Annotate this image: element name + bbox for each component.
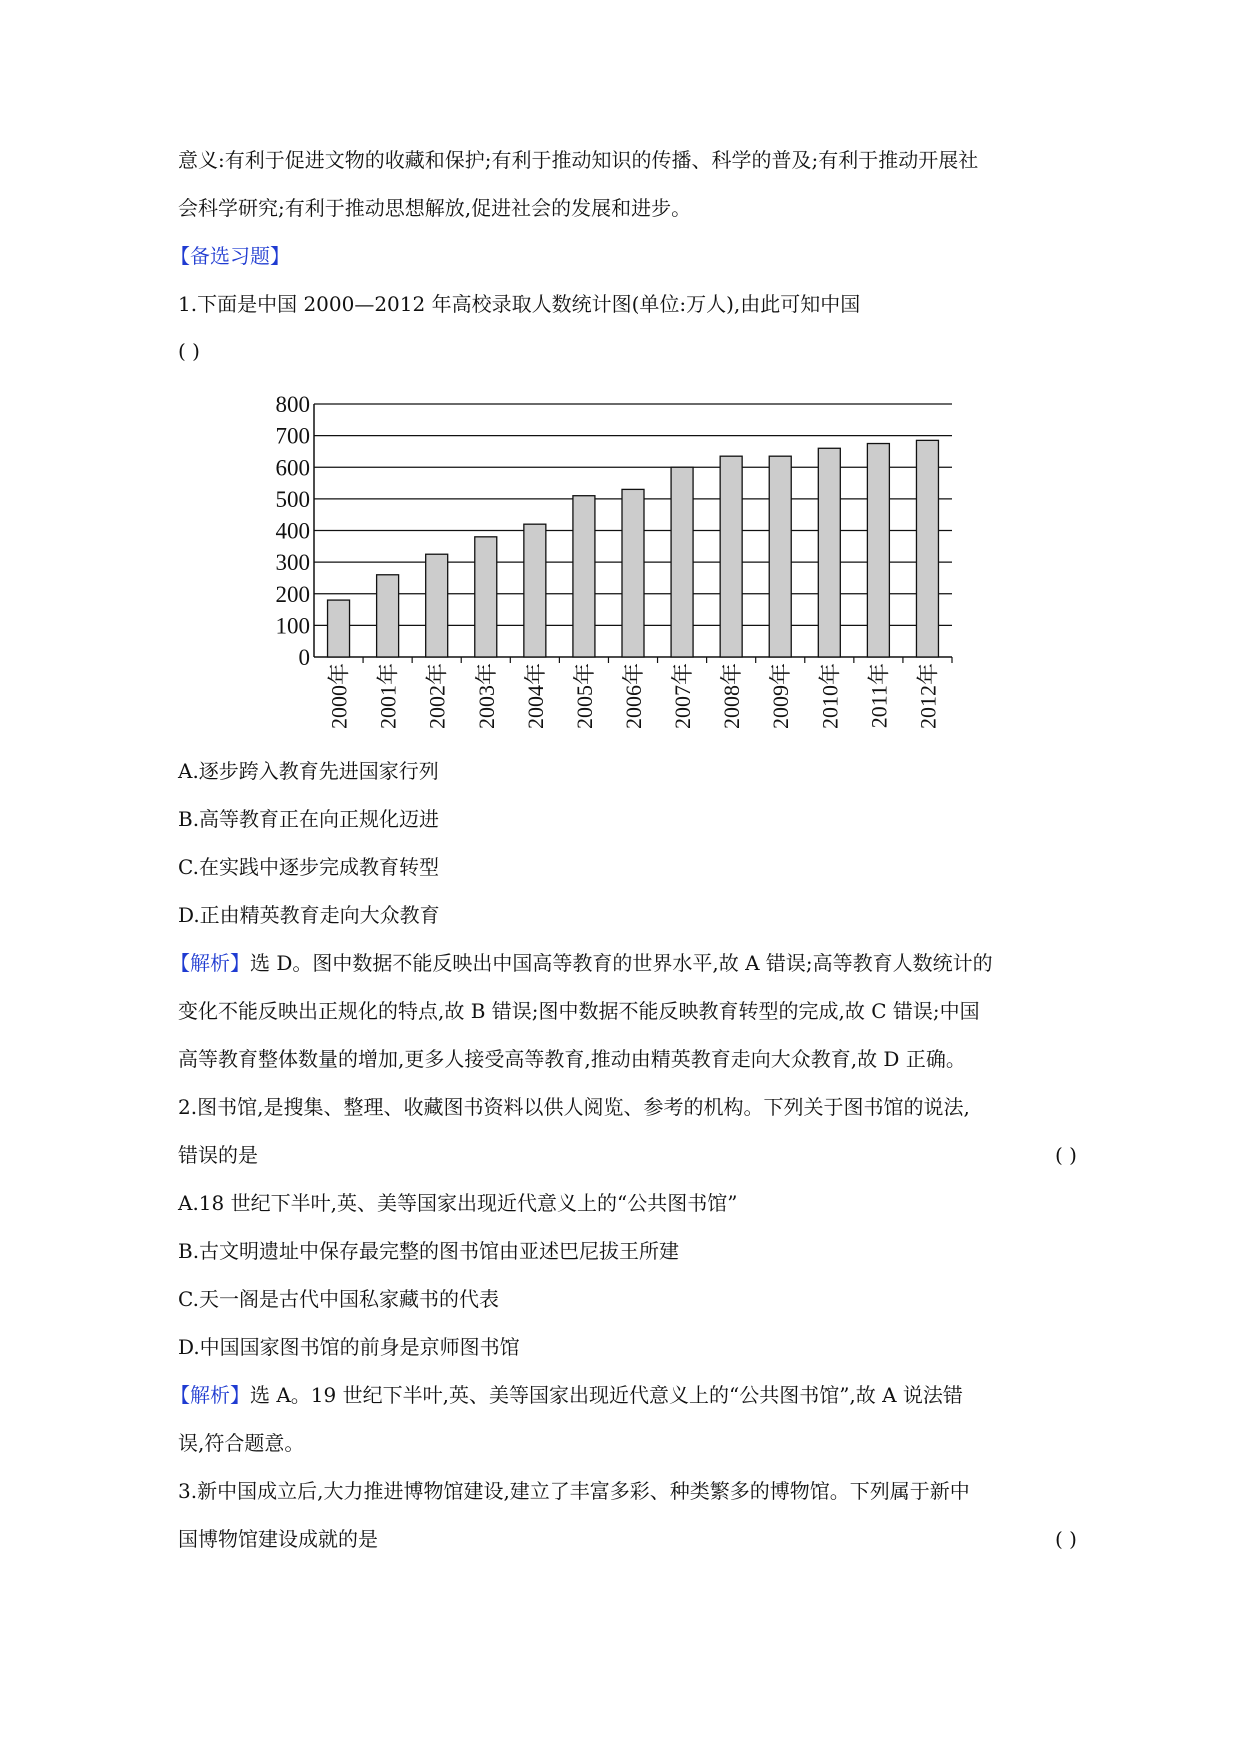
x-tick-label: 2006年: [621, 663, 646, 730]
q1-option-c: C.在实践中逐步完成教育转型: [178, 855, 439, 879]
y-tick-label: 600: [275, 455, 310, 481]
q3-answer-paren: ( ): [1055, 1527, 1077, 1551]
q2-option-d: D.中国国家图书馆的前身是京师图书馆: [178, 1335, 520, 1359]
bar: [328, 600, 350, 657]
q2-analysis-line: 误,符合题意。: [178, 1431, 305, 1455]
bar: [573, 496, 595, 657]
x-tick-label: 2008年: [719, 663, 745, 730]
q1-answer-paren: ( ): [178, 339, 200, 363]
q2-analysis-label: 【解析】: [170, 1383, 250, 1407]
q2-option-c: C.天一阁是古代中国私家藏书的代表: [178, 1287, 499, 1311]
bar: [818, 448, 840, 657]
bar: [524, 524, 546, 657]
q3-stem: 国博物馆建设成就的是: [178, 1527, 378, 1551]
q1-analysis-line: 【解析】选 D。图中数据不能反映出中国高等教育的世界水平,故 A 错误;高等教育人数统计的: [170, 951, 993, 975]
x-tick-label: 2001年: [375, 663, 401, 730]
q2-answer-paren: ( ): [1055, 1143, 1077, 1167]
bar: [867, 444, 889, 657]
y-tick-label: 0: [298, 645, 310, 670]
x-tick-label: 2004年: [522, 663, 548, 730]
x-tick-label: 2003年: [473, 663, 499, 730]
q3-stem: 3.新中国成立后,大力推进博物馆建设,建立了丰富多彩、种类繁多的博物馆。下列属于新中: [178, 1479, 970, 1503]
y-tick-label: 500: [275, 486, 310, 512]
q1-analysis-line: 高等教育整体数量的增加,更多人接受高等教育,推动由精英教育走向大众教育,故 D 正确。: [178, 1047, 966, 1071]
y-tick-label: 800: [275, 392, 310, 417]
bar: [769, 456, 791, 657]
bar: [475, 537, 497, 657]
q2-stem: 2.图书馆,是搜集、整理、收藏图书资料以供人阅览、参考的机构。下列关于图书馆的说法,: [178, 1095, 970, 1119]
q1-stem: 1.下面是中国 2000—2012 年高校录取人数统计图(单位:万人),由此可知中国: [178, 292, 861, 316]
q1-analysis-line: 变化不能反映出正规化的特点,故 B 错误;图中数据不能反映教育转型的完成,故 C 错误;中国: [178, 999, 980, 1023]
q2-option-b: B.古文明遗址中保存最完整的图书馆由亚述巴尼拔王所建: [178, 1239, 680, 1263]
q2-analysis-line: 【解析】选 A。19 世纪下半叶,英、美等国家出现近代意义上的“公共图书馆”,故 A 说法错: [170, 1383, 963, 1407]
y-tick-label: 200: [275, 581, 310, 607]
y-tick-label: 100: [275, 613, 310, 639]
text-line: 意义:有利于促进文物的收藏和保护;有利于推动知识的传播、科学的普及;有利于推动开展社: [178, 148, 979, 172]
bar: [377, 575, 399, 657]
x-tick-label: 2002年: [424, 663, 450, 730]
y-tick-label: 300: [275, 550, 310, 576]
x-tick-label: 2007年: [670, 663, 696, 730]
x-tick-label: 2012年: [915, 663, 941, 730]
text-line: 会科学研究;有利于推动思想解放,促进社会的发展和进步。: [178, 196, 692, 220]
bar: [720, 456, 742, 657]
backup-heading: 【备选习题】: [170, 244, 290, 268]
admissions-bar-chart: [250, 392, 970, 742]
q2-option-a: A.18 世纪下半叶,英、美等国家出现近代意义上的“公共图书馆”: [178, 1191, 738, 1215]
bar: [622, 489, 644, 657]
y-tick-label: 700: [275, 423, 310, 449]
x-tick-label: 2000年: [326, 663, 352, 730]
x-tick-label: 2009年: [768, 663, 794, 730]
q1-analysis-label: 【解析】: [170, 951, 250, 975]
bar: [671, 467, 693, 657]
x-tick-label: 2005年: [571, 663, 597, 730]
q1-option-b: B.高等教育正在向正规化迈进: [178, 807, 440, 831]
y-tick-label: 400: [275, 518, 310, 544]
bar: [916, 440, 938, 657]
q2-stem: 错误的是: [178, 1143, 258, 1167]
q1-option-d: D.正由精英教育走向大众教育: [178, 903, 440, 927]
x-tick-label: 2011年: [866, 663, 892, 729]
x-tick-label: 2010年: [817, 663, 843, 730]
q1-option-a: A.逐步跨入教育先进国家行列: [178, 759, 439, 783]
bar: [426, 554, 448, 657]
